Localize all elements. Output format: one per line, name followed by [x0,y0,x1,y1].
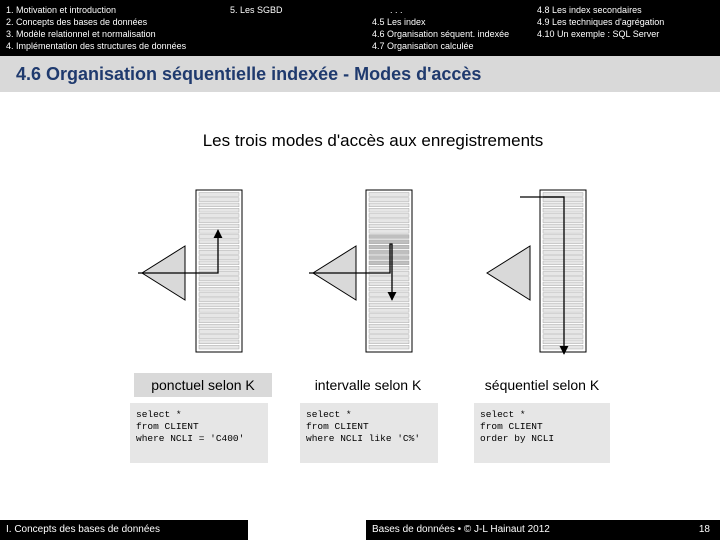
record-row [199,219,239,223]
record-row [543,319,583,323]
index-triangle [487,246,530,300]
record-row [369,198,409,202]
code-line: select * [480,409,526,420]
header-item[interactable]: 3. Modèle relationnel et normalisation [6,29,156,39]
record-row [369,335,409,339]
record-row [369,229,409,233]
record-row [543,272,583,276]
header-item[interactable]: 1. Motivation et introduction [6,5,117,15]
record-row [369,329,409,333]
mode-label-intervalle: intervalle selon K [314,377,422,393]
record-row [543,240,583,244]
header-item: . . . [390,5,403,15]
diagram-intervalle [309,190,412,352]
record-row [199,314,239,318]
record-row [543,219,583,223]
record-row [543,229,583,233]
data-file [540,190,586,352]
record-row [199,282,239,286]
record-row [543,287,583,291]
record-row [199,319,239,323]
code-line: select * [306,409,352,420]
record-row [543,245,583,249]
code-line: from CLIENT [136,421,199,432]
data-file [366,190,412,352]
slide-title: 4.6 Organisation séquentielle indexée - Modes d'accès [16,64,482,84]
record-row [199,208,239,212]
record-row [369,266,409,270]
record-row [543,198,583,202]
diagram-sequentiel [487,190,586,354]
code-line: where NCLI = 'C400' [136,433,245,444]
record-row [199,229,239,233]
record-row [543,277,583,281]
record-row [543,303,583,307]
record-row [199,224,239,228]
record-row [369,277,409,281]
page-number: 18 [698,524,710,535]
header-item[interactable]: 2. Concepts des bases de données [6,17,148,27]
record-row [369,219,409,223]
sql-code-sequentiel [474,403,610,463]
record-row [199,256,239,260]
record-row [543,256,583,260]
record-row [369,250,409,254]
header-item[interactable]: 4.7 Organisation calculée [372,41,474,51]
record-row [369,345,409,349]
code-line: where NCLI like 'C%' [306,433,421,444]
record-row [543,193,583,197]
code-line: from CLIENT [480,421,543,432]
record-row [199,214,239,218]
mode-label-ponctuel: ponctuel selon K [134,373,272,397]
record-row [369,287,409,291]
data-file [196,190,242,352]
record-row [369,314,409,318]
header-item[interactable]: 4.10 Un exemple : SQL Server [537,29,660,39]
record-row [199,324,239,328]
record-row [199,240,239,244]
record-row [199,308,239,312]
record-row [543,324,583,328]
record-row [369,235,409,239]
footer-chapter: I. Concepts des bases de données [0,520,248,540]
sql-code-ponctuel [130,403,268,463]
sql-code-intervalle [300,403,438,463]
footer-copyright: Bases de données • © J-L Hainaut 2012 [372,524,550,535]
record-row [369,298,409,302]
record-row [543,308,583,312]
header-item[interactable]: 4.5 Les index [372,17,426,27]
record-row [543,329,583,333]
record-row [199,303,239,307]
record-row [369,319,409,323]
record-row [369,308,409,312]
record-row [543,298,583,302]
record-row [543,293,583,297]
record-row [543,314,583,318]
record-row [369,214,409,218]
record-row [369,282,409,286]
record-row [199,250,239,254]
record-row [369,324,409,328]
record-row [369,224,409,228]
code-line: order by NCLI [480,433,555,444]
record-row [199,345,239,349]
record-row [199,277,239,281]
record-row [543,203,583,207]
record-row [199,245,239,249]
record-row [369,340,409,344]
header-item[interactable]: 4. Implémentation des structures de données [6,41,187,51]
record-row [369,293,409,297]
record-row [199,235,239,239]
record-row [369,256,409,260]
record-row [543,250,583,254]
header-item[interactable]: 4.8 Les index secondaires [537,5,642,15]
record-row [543,208,583,212]
record-row [543,224,583,228]
record-row [199,287,239,291]
record-row [543,335,583,339]
record-row [369,261,409,265]
record-row [199,298,239,302]
record-row [543,345,583,349]
record-row [199,340,239,344]
record-row [543,266,583,270]
slide-subtitle: Les trois modes d'accès aux enregistrements [202,131,544,150]
record-row [369,303,409,307]
record-row [199,203,239,207]
record-row [369,245,409,249]
header-item[interactable]: 4.9 Les techniques d'agrégation [537,17,665,27]
header-item[interactable]: 4.6 Organisation séquent. indexée [372,29,510,39]
record-row [199,329,239,333]
mode-label-sequentiel: séquentiel selon K [484,377,600,393]
record-row [199,198,239,202]
record-row [543,261,583,265]
record-row [199,266,239,270]
record-row [369,240,409,244]
header-item[interactable]: 5. Les SGBD [230,5,283,15]
code-line: select * [136,409,182,420]
record-row [199,335,239,339]
footer-bar [366,520,720,540]
code-line: from CLIENT [306,421,369,432]
record-row [543,282,583,286]
record-row [369,193,409,197]
diagram-ponctuel [138,190,242,352]
record-row [199,193,239,197]
record-row [543,340,583,344]
record-row [199,293,239,297]
record-row [369,203,409,207]
record-row [199,261,239,265]
record-row [543,214,583,218]
record-row [543,235,583,239]
record-row [369,208,409,212]
